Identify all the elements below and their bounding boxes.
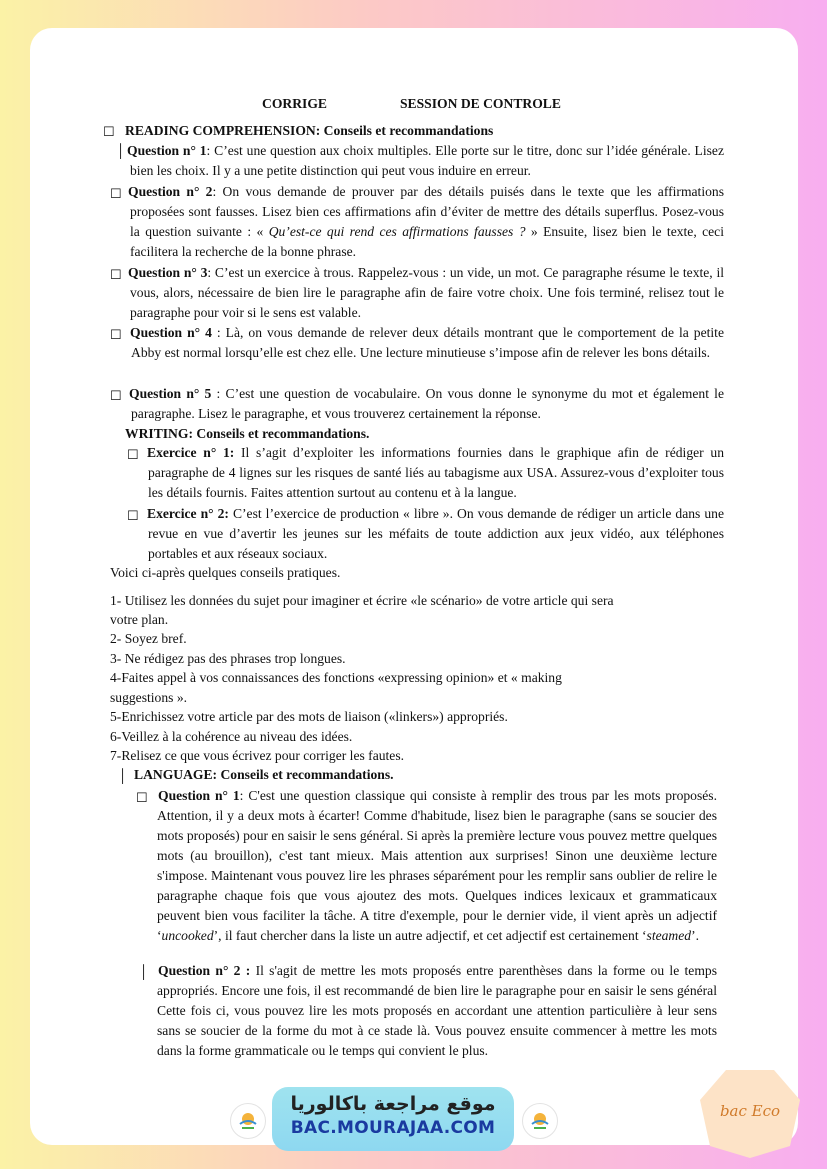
writing-intro: Voici ci-après quelques conseils pratiques. [110,565,341,580]
site-logo-icon [230,1103,266,1139]
section-bullet-icon: ☐ [103,124,115,139]
header-corrige: CORRIGE [262,96,327,111]
badge-label: bac Eco [719,1102,781,1120]
item-bullet-icon: ☐ [127,508,139,523]
site-url[interactable]: BAC.MOURAJAA.COM [290,1118,496,1138]
tip-line: 3- Ne rédigez pas des phrases trop longues. [110,651,346,666]
tip-line: votre plan. [110,612,169,627]
language-title: LANGUAGE: Conseils et recommandations. [134,767,394,782]
item-bullet-icon: ☐ [110,327,122,342]
language-q2: Question n° 2 : Il s'agit de mettre les mots proposés entre parenthèses dans la forme ou le temps appropriés. Encore une fois, il est recommandé de bien lire le paragraphe pour en saisir le sens général Cette fois ci, vous pouvez lire les mots proposés en accordant une attention particulière à leur sens sans se soucier de la forme du mot à ce stade là. Vous pouvez ensuite commencer à mettre les mots dans la forme grammaticale ou le temps qui convient le plus. [157,963,717,1058]
item-bullet-icon: ☐ [136,790,148,805]
bac-eco-badge [698,1068,802,1160]
item-bullet-icon: │ [139,964,149,979]
tip-line: 2- Soyez bref. [110,631,187,646]
reading-q3: Question n° 3: C’est un exercice à trous. Rappelez-vous : un vide, un mot. Ce paragraphe résume le texte, il vous, alors, nécessaire de bien lire le paragraphe afin de faire votre choix. Une fois terminé, relisez tout le paragraphe pour voir si le sens est valable. [128,265,724,320]
tip-line: 5-Enrichissez votre article par des mots de liaison («linkers») appropriés. [110,709,508,724]
writing-ex2: Exercice n° 2: C’est l’exercice de production « libre ». On vous demande de rédiger un article dans une revue en vue d’avertir les jeunes sur les méfaits de toute addiction aux jeux vidéo, aux téléphones portables et aux réseaux sociaux. [147,506,724,561]
item-bullet-icon: ☐ [110,267,122,282]
language-q1: Question n° 1: C'est une question classique qui consiste à remplir des trous par les mots proposés. Attention, il y a deux mots à écarter! Comme d'habitude, lisez bien le paragraphe (sans se soucier des mots proposés) pour en saisir le sens général. Si après la première lecture vous pouvez mettre quelques mots (au brouillon), c'est tant mieux. Mais attention aux surprises! Sinon une deuxième lecture s'impose. Maintenant vous pouvez lire les phrases séparément pour les remplir sans oublier de relire le paragraphe chaque fois que vous ajoutez des mots. Quelques indices lexicaux et grammaticaux peuvent bien vous faciliter la tâche. A titre d'exemple, pour le dernier vide, il vient après un adjectif ‘uncooked’, il faut chercher dans la liste un autre adjectif, et cet adjectif est certainement ‘steamed’. [157,788,717,943]
site-banner[interactable] [272,1087,514,1151]
item-bullet-icon: │ [116,143,126,158]
item-bullet-icon: ☐ [127,447,139,462]
reading-q1: Question n° 1: C’est une question aux choix multiples. Elle porte sur le titre, donc sur l’idée générale. Lisez bien les choix. Il y a une petite distinction qui peut vous induire en erreur. [127,143,724,178]
section-bullet-icon: │ [118,768,128,783]
reading-q4: Question n° 4 : Là, on vous demande de relever deux détails montrant que le comportement de la petite Abby est normal lorsqu’elle est chez elle. Une lecture minutieuse s’impose afin de relever les bons détails. [130,325,724,360]
tip-line: 7-Relisez ce que vous écrivez pour corriger les fautes. [110,748,405,763]
tip-line: 4-Faites appel à vos connaissances des fonctions «expressing opinion» et « making [110,670,562,685]
writing-title: WRITING: Conseils et recommandations. [125,426,370,441]
site-logo-icon [522,1103,558,1139]
reading-title: READING COMPREHENSION: Conseils et recommandations [125,123,494,138]
reading-q5: Question n° 5 : C’est une question de vocabulaire. On vous donne le synonyme du mot et également le paragraphe. Lisez le paragraphe, et vous trouverez certainement la réponse. [129,386,724,421]
tip-line: 6-Veillez à la cohérence au niveau des idées. [110,729,353,744]
tip-line: suggestions ». [110,690,188,705]
header-session: SESSION DE CONTROLE [400,96,561,111]
item-bullet-icon: ☐ [110,186,122,201]
site-name-arabic: موقع مراجعة باكالوريا [290,1093,496,1115]
item-bullet-icon: ☐ [110,388,122,403]
writing-ex1: Exercice n° 1: Il s’agit d’exploiter les informations fournies dans le graphique afin de rédiger un paragraphe de 4 lignes sur les risques de santé liés au tabagisme aux USA. Assurez-vous d’exploiter tous les détails fournis. Faites attention surtout au contenu et à la langue. [147,445,724,500]
tip-line: 1- Utilisez les données du sujet pour imaginer et écrire «le scénario» de votre article qui sera [110,593,614,608]
reading-q2: Question n° 2: On vous demande de prouver par des détails puisés dans le texte que les affirmations proposées sont fausses. Lisez bien ces affirmations afin d’éviter de mettre des détails superflus. Posez-vous la question suivante : « Qu’est-ce qui rend ces affirmations fausses ? » Ensuite, lisez bien le texte, ceci facilitera la recherche de la bonne phrase. [128,184,724,259]
